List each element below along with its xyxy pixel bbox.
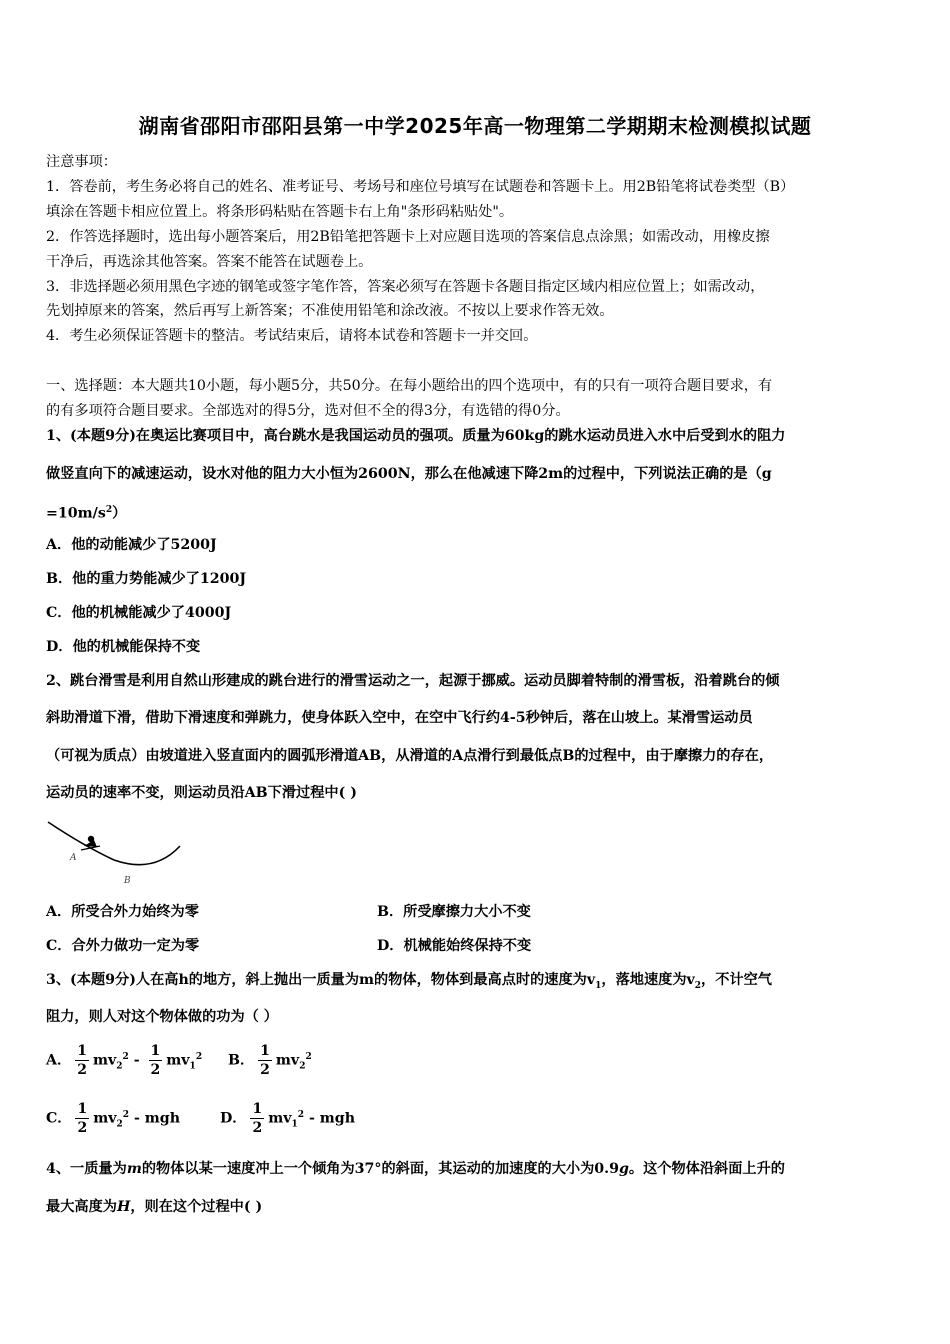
q1-line-3: $=10m/s^2$）: [46, 505, 127, 522]
skier-icon: [81, 836, 100, 850]
notice-line-7: 4．考生必须保证答题卡的整洁。考试结束后，请将本试卷和答题卡一并交回。: [46, 328, 538, 344]
section-line-2: 的有多项符合题目要求。全部选对的得5分，选对但不全的得3分，有选错的得0分。: [46, 403, 570, 419]
fraction-half: $\frac{1}{2}$: [77, 1101, 88, 1136]
notice-line-5: 3．非选择题必须用黑色字迹的钢笔或签字笔作答，答案必须写在答题卡各题目指定区域内相应位置上；如需改动，: [46, 279, 765, 295]
notice-heading: 注意事项：: [46, 154, 117, 170]
point-a-label: A: [70, 853, 77, 863]
fraction-half: $\frac{1}{2}$: [77, 1043, 87, 1078]
q2-line-3: （可视为质点）由坡道进入竖直面内的圆弧形滑道AB，从滑道的A点滑行到最低点B的过程中，由于摩擦力的存在，: [46, 748, 774, 764]
q3-options-cd: C． $\frac{1}{2}$ $mv_2^2$ - mgh D． $\frac{1}{2}$ $mv_1^2$ - mgh: [46, 1101, 356, 1136]
q2-option-d: D．机械能始终保持不变: [377, 938, 532, 954]
page-title: 湖南省邵阳市邵阳县第一中学2025年高一物理第二学期期末检测模拟试题: [138, 114, 812, 138]
q2-line-2: 斜助滑道下滑，借助下滑速度和弹跳力，使身体跃入空中，在空中飞行约4-5秒钟后，落在山坡上。某滑雪运动员: [46, 710, 753, 726]
q4-line-1: 4、一质量为m的物体以某一速度冲上一个倾角为37°的斜面，其运动的加速度的大小为0.9g。这个物体沿斜面上升的: [46, 1161, 785, 1177]
q3-line-2: 阻力，则人对这个物体做的功为（ ）: [46, 1009, 278, 1025]
notice-line-4: 干净后，再选涂其他答案。答案不能答在试题卷上。: [46, 254, 373, 270]
q2-line-1: 2、跳台滑雪是利用自然山形建成的跳台进行的滑雪运动之一，起源于挪威。运动员脚着特制的滑雪板，沿着跳台的倾: [46, 673, 780, 689]
q4-line-2: 最大高度为H，则在这个过程中( ): [46, 1199, 263, 1215]
q1-line-1: 1、(本题9分)在奥运比赛项目中，高台跳水是我国运动员的强项。质量为60kg的跳水运动员进入水中后受到水的阻力: [46, 428, 786, 444]
q2-line-4: 运动员的速率不变，则运动员沿AB下滑过程中( ): [46, 785, 357, 801]
q2-option-a: A．所受合外力始终为零: [46, 904, 199, 920]
q1-line-2: 做竖直向下的减速运动，设水对他的阻力大小恒为2600N，那么在他减速下降2m的过程中，下列说法正确的是（g: [46, 466, 772, 482]
q3-options-ab: A． $\frac{1}{2}$ $mv_2^2$ - $\frac{1}{2}$ $mv_1^2$ B． $\frac{1}{2}$ $mv_2^2$: [46, 1043, 312, 1078]
q1-option-c: C．他的机械能减少了4000J: [46, 605, 232, 621]
point-b-label: B: [124, 876, 131, 886]
fraction-half: $\frac{1}{2}$: [260, 1043, 270, 1078]
notice-line-1: 1．答卷前，考生务必将自己的姓名、准考证号、考场号和座位号填写在试题卷和答题卡上。用2B铅笔将试卷类型（B）: [46, 179, 795, 195]
q1-option-d: D．他的机械能保持不变: [46, 639, 201, 655]
q1-option-b: B．他的重力势能减少了1200J: [46, 571, 247, 587]
q2-option-b: B．所受摩擦力大小不变: [377, 904, 531, 920]
notice-line-2: 填涂在答题卡相应位置上。将条形码粘贴在答题卡右上角"条形码粘贴处"。: [46, 204, 514, 220]
section-line-1: 一、选择题：本大题共10小题，每小题5分，共50分。在每小题给出的四个选项中，有的只有一项符合题目要求，有: [46, 378, 773, 394]
arc-track: [48, 822, 180, 865]
q2-option-c: C．合外力做功一定为零: [46, 938, 200, 954]
q1-option-a: A．他的动能减少了5200J: [46, 537, 217, 553]
notice-line-6: 先划掉原来的答案，然后再写上新答案；不准使用铅笔和涂改液。不按以上要求作答无效。: [46, 303, 614, 319]
ski-slope-figure: [44, 816, 184, 888]
fraction-half: $\frac{1}{2}$: [150, 1043, 161, 1078]
notice-line-3: 2．作答选择题时，选出每小题答案后，用2B铅笔把答题卡上对应题目选项的答案信息点涂黑；如需改动，用橡皮擦: [46, 229, 770, 245]
q3-line-1: 3、(本题9分)人在高h的地方，斜上抛出一质量为m的物体，物体到最高点时的速度为$v_1$，落地速度为$v_2$，不计空气: [46, 972, 772, 991]
fraction-half: $\frac{1}{2}$: [252, 1101, 263, 1136]
